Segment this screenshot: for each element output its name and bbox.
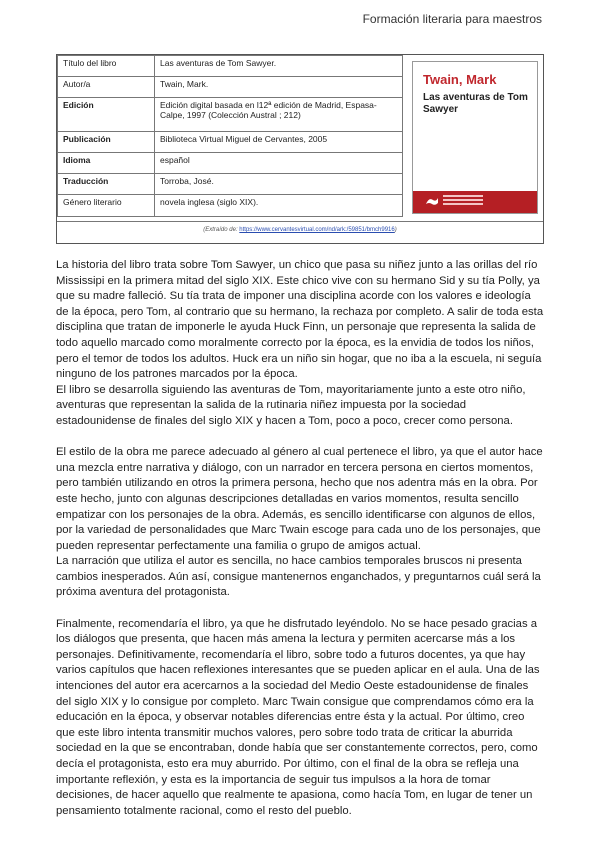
source-note <box>57 227 543 233</box>
publisher-logo-text <box>443 195 483 197</box>
row-value-title: Las aventuras de Tom Sawyer. <box>155 56 403 77</box>
row-label-author: Autor/a <box>58 77 155 98</box>
row-label-edition: Edición <box>58 98 155 132</box>
source-divider <box>57 221 543 222</box>
source-suffix: ) <box>394 227 397 233</box>
paragraph: La narración que utiliza el autor es sencilla, no hace cambios temporales bruscos ni presenta cambios inesperados. Aún así, consigue mantenernos enganchados, y preguntarnos cuál será la próxima aventura del protagonista. <box>56 555 541 599</box>
source-link[interactable]: https://www.cervantesvirtual.com/nd/ark:/59851/bmch9916 <box>239 227 395 233</box>
table-row <box>58 174 403 195</box>
row-value-language: español <box>155 153 403 174</box>
cover-publisher-band <box>413 191 537 213</box>
cover-author: Twain, Mark <box>423 72 497 87</box>
paragraph: El libro se desarrolla siguiendo las aventuras de Tom, mayoritariamente junto a este otro niño, aventuras que representan la salida de la rutinaria niñez impuesta por la sociedad estadounidense de finales del siglo XIX y hacen a Tom, poco a poco, crecer como persona. <box>56 383 526 427</box>
row-value-translation: Torroba, José. <box>155 174 403 195</box>
page-header-title: Formación literaria para maestros <box>362 12 542 26</box>
book-info-box <box>56 54 544 244</box>
book-cover <box>412 61 538 214</box>
row-label-language: Idioma <box>58 153 155 174</box>
row-label-genre: Género literario <box>58 195 155 217</box>
row-value-genre: novela inglesa (siglo XIX). <box>155 195 403 217</box>
source-prefix: (Extraído de: <box>203 227 238 233</box>
table-row <box>58 153 403 174</box>
row-label-publication: Publicación <box>58 132 155 153</box>
cover-title: Las aventuras de Tom Sawyer <box>423 92 528 115</box>
row-value-edition: Edición digital basada en l12ª edición de Madrid, Espasa-Calpe, 1997 (Colección Austral ; 212) <box>155 98 403 132</box>
paragraph: Finalmente, recomendaría el libro, ya que he disfrutado leyéndolo. No se hace pesado gracias a los diálogos que presenta, que hacen más amena la lectura y permiten acercarse más a los personajes. Definitivamente, recomendaría el libro, sobre todo a futuros docentes, ya que hay varios capítulos que hacen reflexiones interesantes que se pueden aplicar en el aula. Una de las intenciones del autor era acercarnos a la sociedad del Medio Oeste estadounidense de finales del siglo XIX y lo consigue por completo. Marc Twain consigue que comprendamos cómo era la educación en la época, y observar notables diferencias entre ésta y la actual. Por último, creo que este libro intenta transmitir muchos valores, pero sobre todo trata de criticar la aburrida sociedad en la que se encontraban, donde había que ser constantemente correctos, pero, como decía el protagonista, esto era muy aburrido. Por último, con el final de la obra se refleja una importante reflexión, y esta es la importancia de seguir tus impulsos a la hora de tomar decisiones, de hacer aquello que realmente te apasiona, como hacía Tom, en lugar de tener un pensamiento totalmente racional, como el resto del pueblo. <box>56 617 540 817</box>
row-label-title: Título del libro <box>58 56 155 77</box>
table-row <box>58 195 403 217</box>
row-value-publication: Biblioteca Virtual Miguel de Cervantes, 2005 <box>155 132 403 153</box>
paragraph: El estilo de la obra me parece adecuado al género al cual pertenece el libro, ya que el autor hace una mezcla entre narrativa y diálogo, con un narrador en tercera persona en ciertos momentos, pero también utilizando en otros la primera persona, hecho que nos adentra más en la obra. Por este hecho, junto con algunas descripciones detalladas en varios momentos, resulta sencillo empatizar con los personajes de la obra. Además, es sencillo identificarse con algunos de ellos, por la variedad de personalidades que Marc Twain escoge para cada uno de los personajes, que pueden representar perfectamente una familia o grupo de amigos actual. <box>56 446 543 552</box>
row-value-author: Twain, Mark. <box>155 77 403 98</box>
review-body <box>56 258 544 819</box>
row-label-translation: Traducción <box>58 174 155 195</box>
book-info-table <box>57 55 403 217</box>
paragraph: La historia del libro trata sobre Tom Sawyer, un chico que pasa su niñez junto a las orillas del río Mississipi en la primera mitad del siglo XIX. Este chico vive con su hermano Sid y su tía Polly, ya que su madre falleció. Su tía trata de imponer una disciplina acorde con los valores e ideología de la época, pero Tom, al contrario que su hermano, la rechaza por completo. A salir de toda esta disciplina que tratan de imponerle le ayuda Huck Finn, un personaje que representa la salida de todo aquello marcado como moralmente correcto por la época, es la envidia de todos los niños, pero el temor de todos los adultos. Huck era un niño sin hogar, que no iba a la escuela, ni seguía ninguno de los patrones marcados por la época. <box>56 259 544 381</box>
table-row <box>58 56 403 77</box>
table-row <box>58 132 403 153</box>
table-row <box>58 77 403 98</box>
publisher-logo-icon <box>425 195 439 207</box>
table-row <box>58 98 403 132</box>
